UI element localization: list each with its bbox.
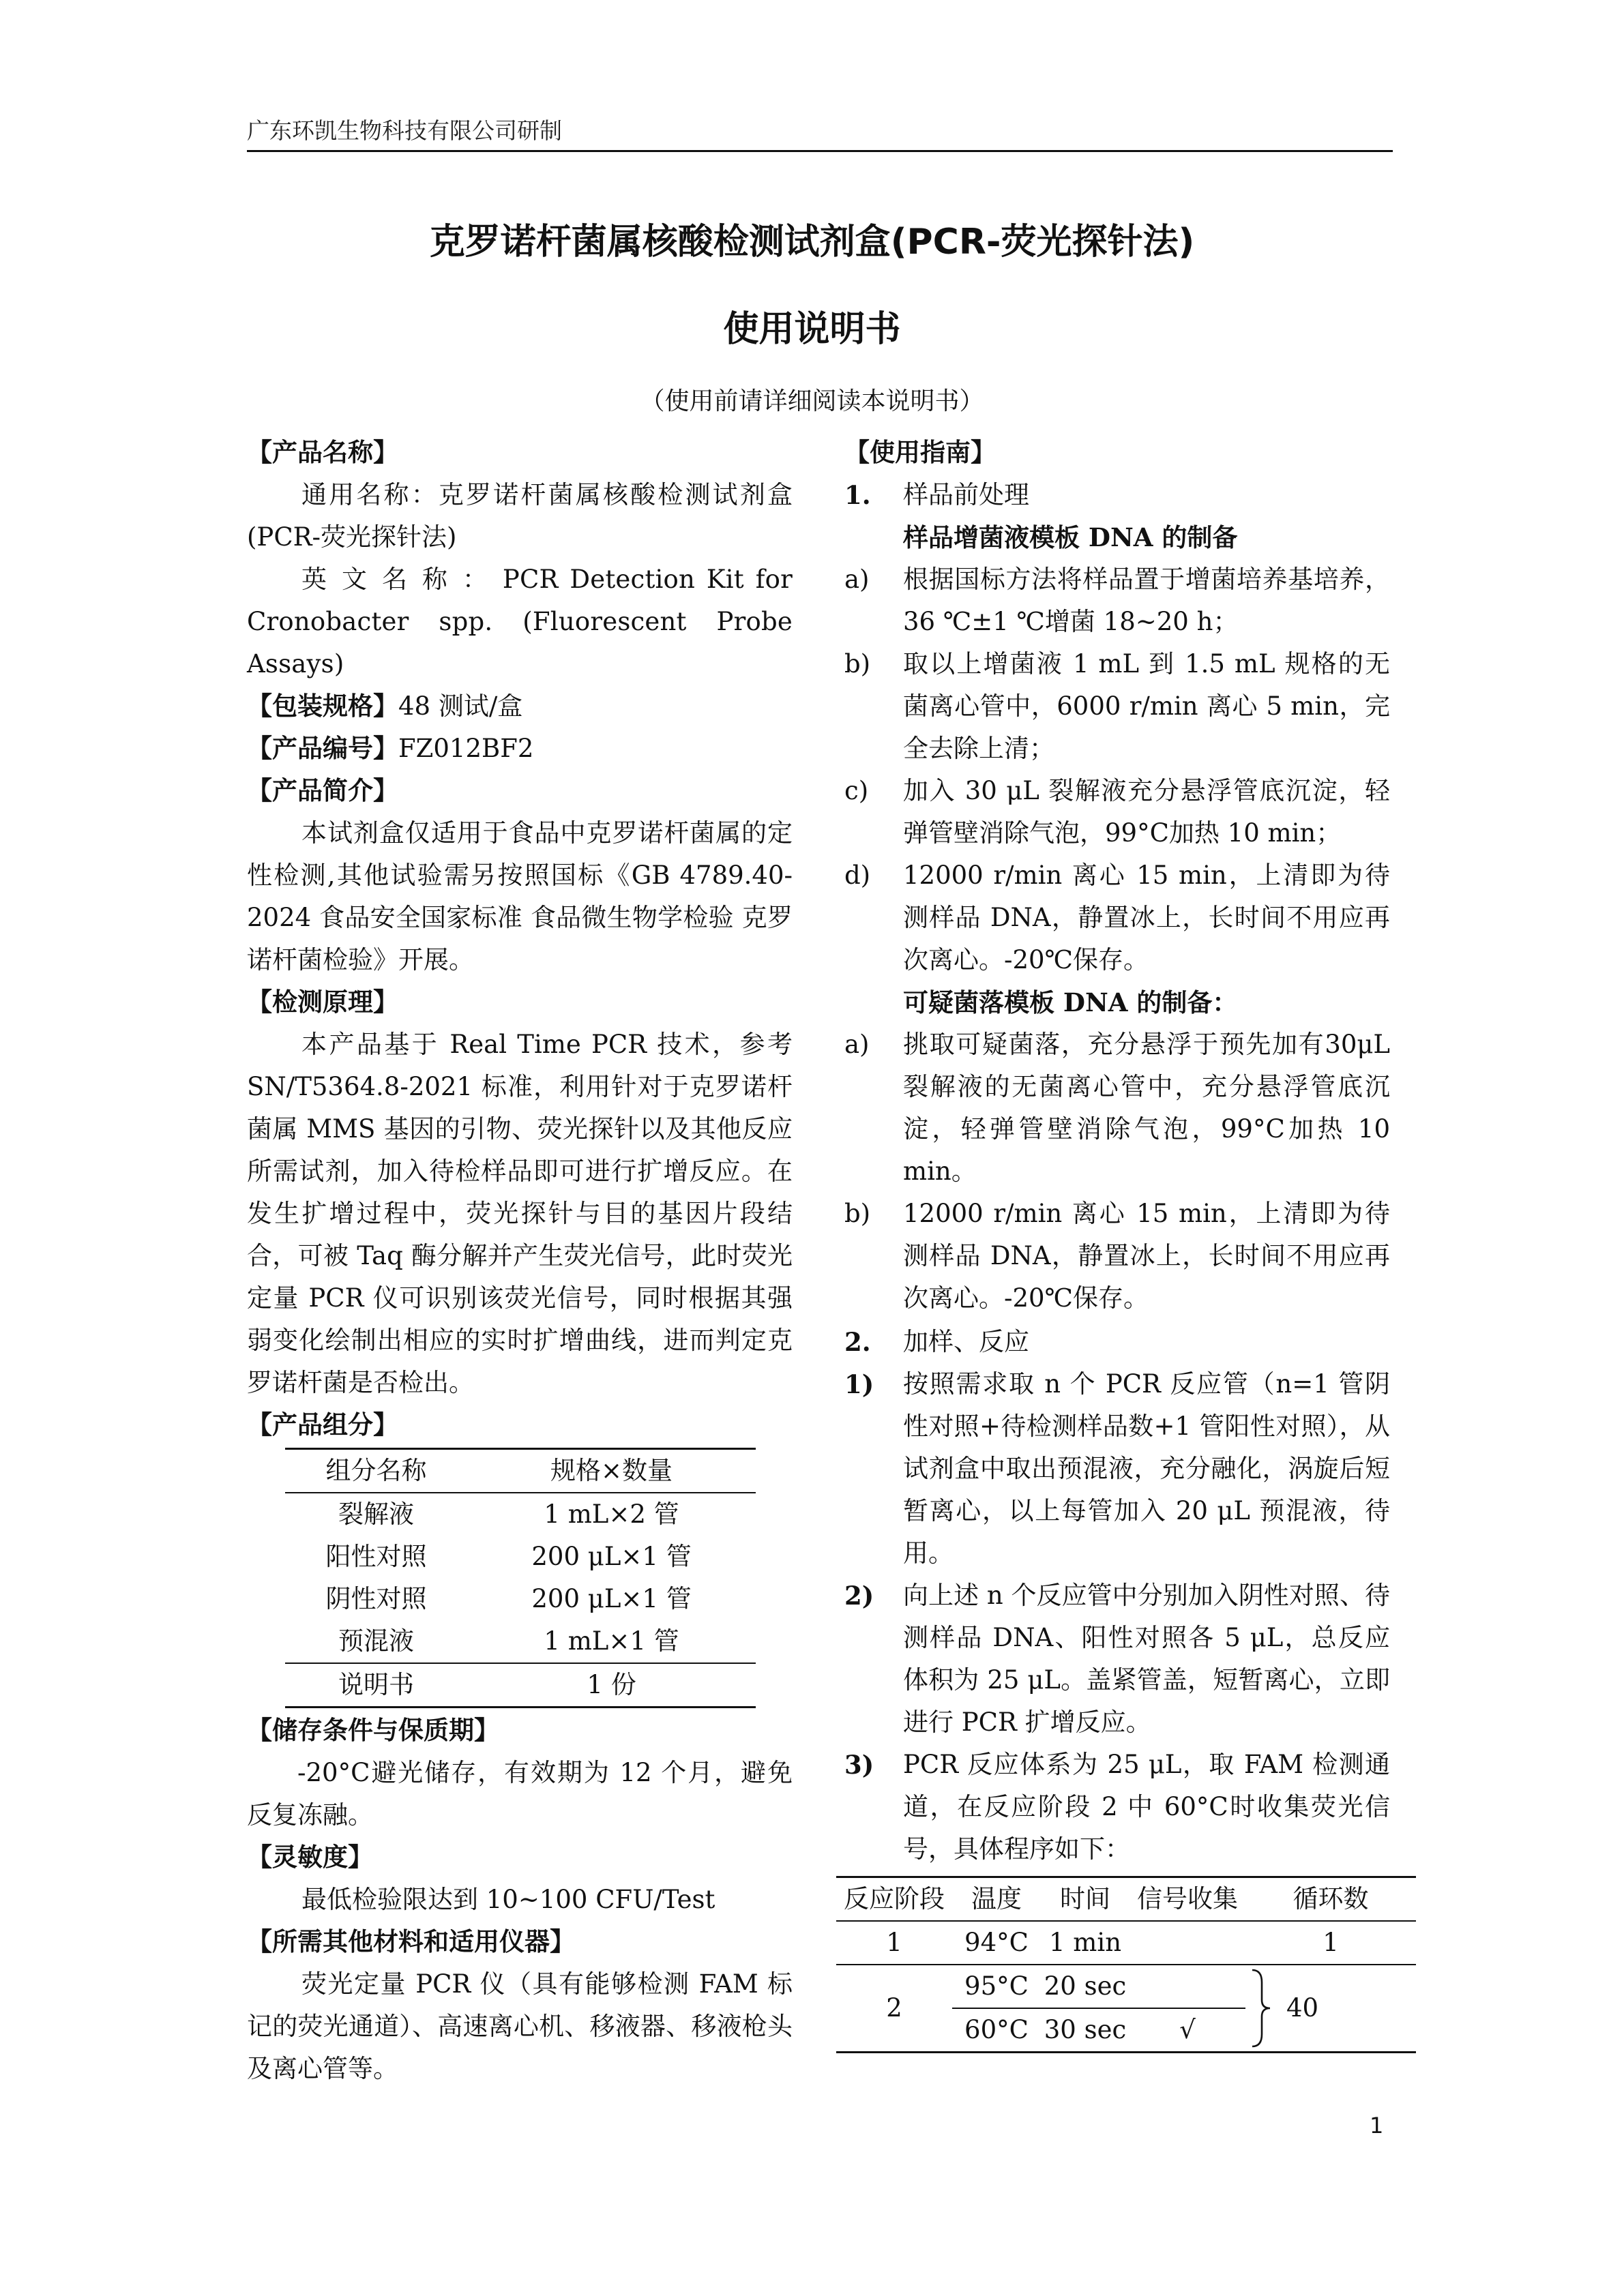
- step-title: 加样、反应: [903, 1327, 1029, 1356]
- table-cell: 20 sec: [1041, 1965, 1130, 2008]
- table-header-cell: 信号收集: [1137, 1884, 1238, 1913]
- step-2: [844, 1321, 1390, 1363]
- table-cell: 95°C: [952, 1965, 1041, 2008]
- table-cell: 阳性对照: [325, 1542, 427, 1571]
- table-cell: 阴性对照: [325, 1584, 427, 1613]
- generic-name: 通用名称：克罗诺杆菌属核酸检测试剂盒(PCR-荧光探针法): [247, 480, 793, 552]
- package-value: 48 测试/盒: [398, 691, 523, 721]
- table-header-cell: 组分名称: [325, 1456, 427, 1485]
- pcr-program-table: [836, 1876, 1416, 2053]
- section-heading-package: 【包装规格】: [247, 691, 398, 721]
- table-cell: 60°C: [964, 2015, 1029, 2044]
- list-marker: d): [844, 861, 871, 890]
- section-heading-components: 【产品组分】: [247, 1410, 398, 1440]
- table-cell: 1 份: [587, 1670, 636, 1699]
- curly-brace-icon: [1250, 1967, 1273, 2049]
- table-cell: 200 μL×1 管: [531, 1584, 692, 1613]
- section-heading-principle: 【检测原理】: [247, 987, 398, 1017]
- section-heading-storage: 【储存条件与保质期】: [247, 1716, 499, 1745]
- components-table: [285, 1448, 756, 1708]
- table-cell: [1130, 1921, 1245, 1965]
- table-cell: 30 sec: [1044, 2015, 1127, 2044]
- step-number: 1.: [844, 480, 871, 510]
- list-item: [844, 558, 1390, 643]
- table-cell: 200 μL×1 管: [531, 1542, 692, 1571]
- list-text: 12000 r/min 离心 15 min，上清即为待测样品 DNA，静置冰上，长时间不用应再次离心。-20℃保存。: [903, 1199, 1390, 1313]
- table-cell: 1 mL×2 管: [544, 1500, 679, 1529]
- table-header-cell: 反应阶段: [844, 1884, 945, 1913]
- materials-text: 荧光定量 PCR 仪（具有能够检测 FAM 标记的荧光通道）、高速离心机、移液器、移液枪头及离心管等。: [247, 1969, 793, 2083]
- code-row: [247, 728, 793, 770]
- list-text: 挑取可疑菌落，充分悬浮于预先加有30μL 裂解液的无菌离心管中，充分悬浮管底沉淀，轻弹管壁消除气泡，99°C加热 10 min。: [903, 1030, 1390, 1186]
- list-marker: b): [844, 649, 871, 679]
- principle-text: 本产品基于 Real Time PCR 技术，参考SN/T5364.8-2021 标准，利用针对于克罗诺杆菌属 MMS 基因的引物、荧光探针以及其他反应所需试剂，加入待检样品即可进行扩增反应。在发生扩增过程中，荧光探针与目的基因片段结合，可被 Taq 酶分解并产生荧光信号，此时荧光定量 PCR 仪可识别该荧光信号，同时根据其强弱变化绘制出相应的实时扩增曲线，进而判定克罗诺杆菌是否检出。: [247, 1030, 793, 1397]
- table-cell: 94°C: [964, 1928, 1029, 1957]
- table-row: [285, 1578, 756, 1620]
- list-item: [844, 1363, 1390, 1575]
- cycles-cell: [1245, 1965, 1416, 2053]
- table-cell: 2: [886, 1993, 902, 2023]
- list-text: 取以上增菌液 1 mL 到 1.5 mL 规格的无菌离心管中，6000 r/min 离心 5 min，完全去除上清；: [903, 649, 1390, 763]
- english-name: 英 文 名 称 ： PCR Detection Kit for Cronobacter spp. (Fluorescent Probe Assays): [247, 565, 793, 679]
- list-item: [844, 854, 1390, 981]
- cycle-count: 40: [1286, 1993, 1319, 2023]
- table-cell: √: [1179, 2015, 1196, 2044]
- list-item: [844, 1744, 1390, 1870]
- table-header-cell: 温度: [971, 1884, 1022, 1913]
- list-item: [844, 1575, 1390, 1744]
- list-marker: c): [844, 776, 869, 805]
- step-title: 样品前处理: [903, 480, 1029, 509]
- table-row: [285, 1663, 756, 1708]
- table-cell: 1: [1323, 1928, 1339, 1957]
- table-header-cell: 规格×数量: [550, 1456, 673, 1485]
- doc-title: 克罗诺杆菌属核酸检测试剂盒(PCR-荧光探针法): [429, 222, 1195, 263]
- list-marker: 2): [844, 1581, 874, 1611]
- header-rule: [247, 150, 1393, 152]
- section-heading-code: 【产品编号】: [247, 734, 398, 763]
- list-marker: a): [844, 1030, 870, 1059]
- page-header: 广东环凯生物科技有限公司研制: [247, 117, 562, 144]
- table-cell: 预混液: [338, 1626, 415, 1656]
- table-header-cell: 循环数: [1293, 1884, 1369, 1913]
- doc-subtitle: 使用说明书: [723, 309, 901, 350]
- section-heading-intro: 【产品简介】: [247, 776, 398, 805]
- page-number: 1: [1370, 2113, 1384, 2138]
- package-row: [247, 685, 793, 728]
- pcr-table-header: [836, 1877, 1416, 1922]
- table-cell: 说明书: [338, 1670, 415, 1699]
- table-row: [285, 1620, 756, 1663]
- table-cell: [1130, 1965, 1245, 2008]
- table-row: [285, 1493, 756, 1536]
- list-item: [844, 770, 1390, 854]
- step-1: [844, 474, 1390, 516]
- list-text: 根据国标方法将样品置于增菌培养基培养，36 ℃±1 ℃增菌 18~20 h；: [903, 565, 1390, 636]
- section-heading-materials: 【所需其他材料和适用仪器】: [247, 1927, 575, 1956]
- right-column: [844, 432, 1390, 2053]
- list-marker: a): [844, 565, 870, 594]
- code-value: FZ012BF2: [398, 734, 534, 763]
- table-cell: 1 mL×1 管: [544, 1626, 679, 1656]
- table-row: [836, 1965, 1416, 2008]
- subsection-title: 可疑菌落模板 DNA 的制备：: [903, 987, 1238, 1017]
- list-item: [844, 1024, 1390, 1193]
- list-text: 加入 30 μL 裂解液充分悬浮管底沉淀，轻弹管壁消除气泡，99°C加热 10 min；: [903, 776, 1390, 848]
- list-text: PCR 反应体系为 25 μL，取 FAM 检测通道，在反应阶段 2 中 60°C时收集荧光信号，具体程序如下：: [903, 1750, 1390, 1864]
- components-table-header: [285, 1449, 756, 1493]
- table-header-cell: 时间: [1060, 1884, 1110, 1913]
- table-cell: 1 min: [1048, 1928, 1122, 1957]
- list-marker: 3): [844, 1750, 874, 1780]
- doc-note: （使用前请详细阅读本说明书）: [640, 387, 984, 415]
- table-row: [285, 1536, 756, 1578]
- table-cell: 1: [886, 1928, 902, 1957]
- list-marker: 1): [844, 1369, 874, 1399]
- left-column: [247, 432, 793, 2090]
- storage-text: -20°C避光储存，有效期为 12 个月，避免反复冻融。: [247, 1758, 793, 1830]
- list-text: 12000 r/min 离心 15 min，上清即为待测样品 DNA，静置冰上，长时间不用应再次离心。-20℃保存。: [903, 861, 1390, 974]
- list-item: [844, 1193, 1390, 1320]
- section-heading-name: 【产品名称】: [247, 438, 398, 467]
- list-marker: b): [844, 1199, 871, 1228]
- list-text: 按照需求取 n 个 PCR 反应管（n=1 管阴性对照+待检测样品数+1 管阳性对照），从试剂盒中取出预混液，充分融化，涡旋后短暂离心，以上每管加入 20 μL 预混液，待用。: [903, 1369, 1390, 1568]
- section-heading-guide: 【使用指南】: [844, 438, 996, 467]
- subsection-title: 样品增菌液模板 DNA 的制备: [903, 522, 1238, 552]
- table-row: [836, 1921, 1416, 1965]
- table-cell: 裂解液: [338, 1500, 415, 1529]
- sensitivity-text: 最低检验限达到 10~100 CFU/Test: [301, 1885, 715, 1914]
- intro-text: 本试剂盒仅适用于食品中克罗诺杆菌属的定性检测,其他试验需另按照国标《GB 4789.40-2024 食品安全国家标准 食品微生物学检验 克罗诺杆菌检验》开展。: [247, 818, 793, 974]
- list-text: 向上述 n 个反应管中分别加入阴性对照、待测样品 DNA、阳性对照各 5 μL，总反应体积为 25 μL。盖紧管盖，短暂离心，立即进行 PCR 扩增反应。: [903, 1581, 1390, 1737]
- section-heading-sensitivity: 【灵敏度】: [247, 1843, 373, 1872]
- list-item: [844, 643, 1390, 770]
- step-number: 2.: [844, 1327, 871, 1357]
